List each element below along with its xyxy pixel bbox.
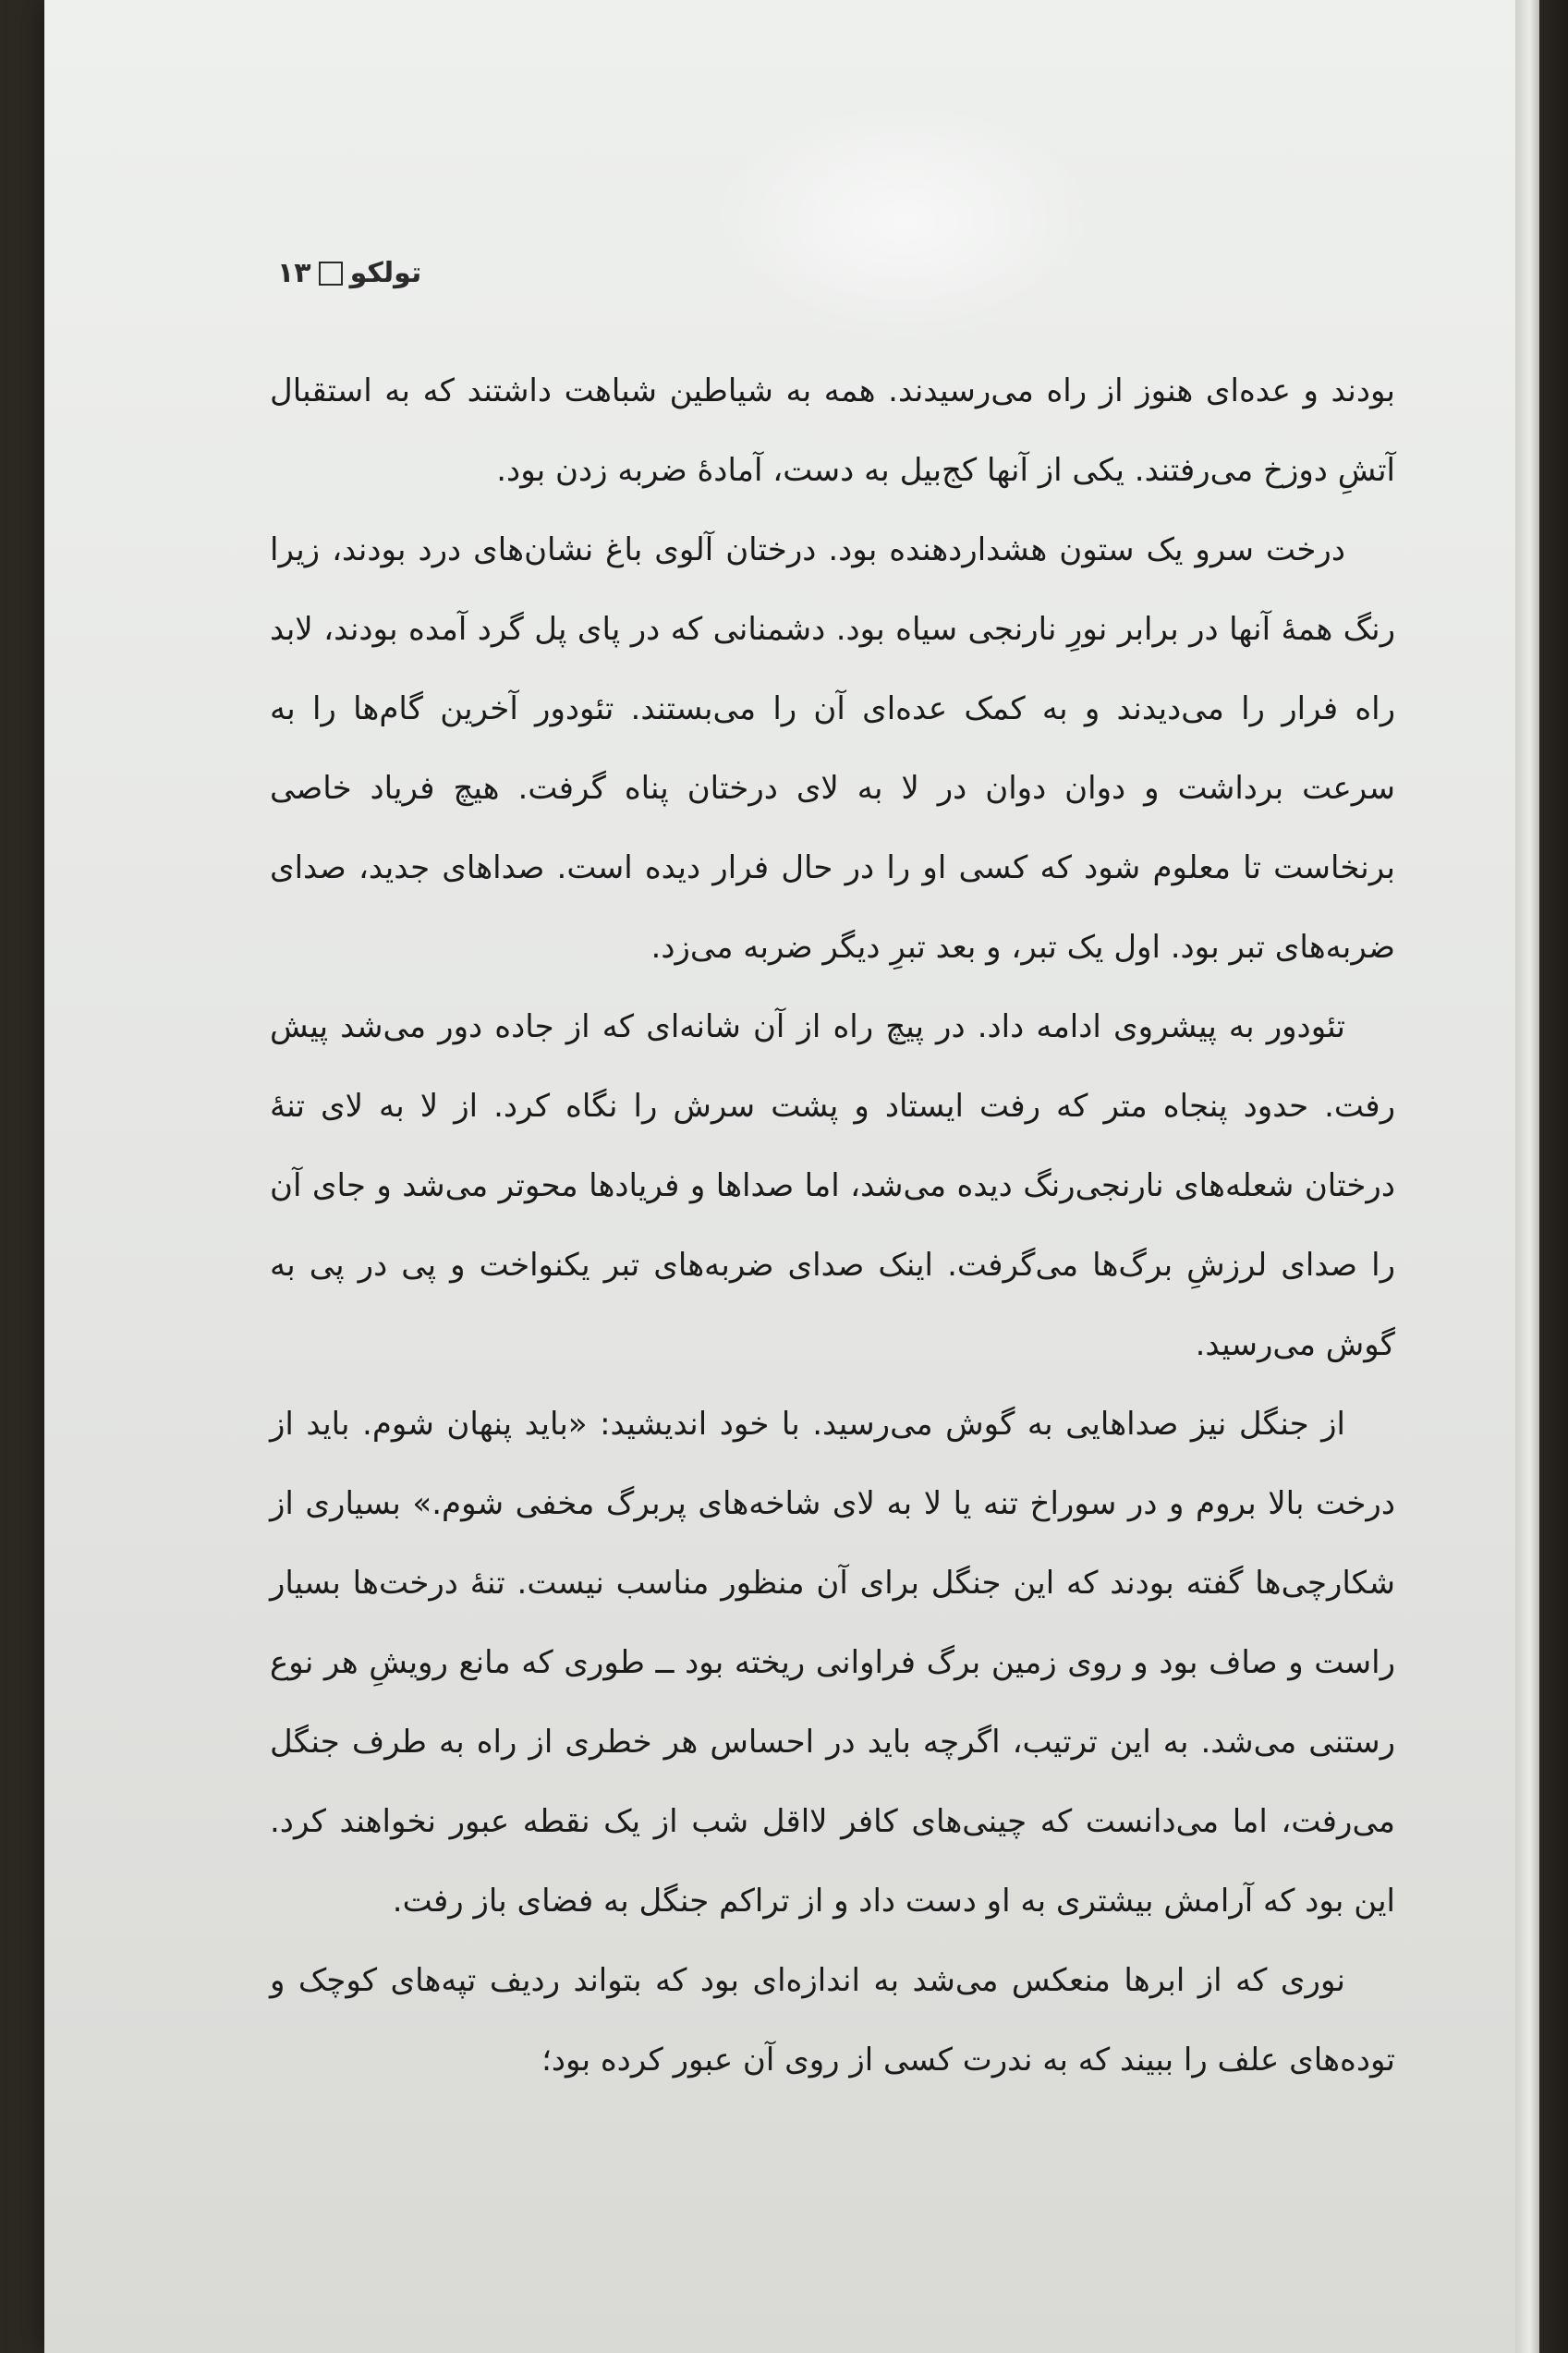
page-edge <box>1515 0 1539 2353</box>
paragraph-2: درخت سرو یک ستون هشداردهنده بود. درختان آلوی باغ نشان‌های درد بودند، زیرا رنگ همهٔ آنها در برابر نورِ نارنجی سیاه بود. دشمنانی که در پای پل گرد آمده بودند، لابد راه فرار را می‌دیدند و به کمک عده‌ای آن را می‌بستند. تئودور آخرین گام‌ها را به سرعت برداشت و دوان دوان در لا به لای درختان پناه گرفت. هیچ فریاد خاصی برنخاست تا معلوم شود که کسی او را در حال فرار دیده است. صداهای جدید، صدای ضربه‌های تبر بود. اول یک تبر، و بعد تبرِ دیگر ضربه می‌زد. <box>270 531 1395 966</box>
paragraph-5: نوری که از ابرها منعکس می‌شد به اندازه‌ای بود که بتواند ردیف تپه‌های کوچک و توده‌های علف را ببیند که به ندرت کسی از روی آن عبور کرده بود؛ <box>270 1962 1395 2079</box>
page-number: ۱۳ <box>277 257 311 289</box>
paragraph-4: از جنگل نیز صداهایی به گوش می‌رسید. با خود اندیشید: «باید پنهان شوم. باید از درخت بالا بروم و در سوراخ تنه یا لا به لای شاخه‌های پربرگ مخفی شوم.» بسیاری از شکارچی‌ها گفته بودند که این جنگل برای آن منظور مناسب نیست. تنهٔ درخت‌ها بسیار راست و صاف بود و روی زمین برگ فراوانی ریخته بود ــ طوری که مانع رویشِ هر نوع رستنی می‌شد. به این ترتیب، اگرچه باید در احساس هر خطری از راه به طرف جنگل می‌رفت، اما می‌دانست که چینی‌های کافر لااقل شب از یک نقطه عبور نخواهند کرد. این بود که آرامش بیشتری به او دست داد و از تراکم جنگل به فضای باز رفت. <box>270 1406 1395 1920</box>
header-separator-box <box>319 262 343 286</box>
paragraph-3: تئودور به پیشروی ادامه داد. در پیچ راه از آن شانه‌ای که از جاده دور می‌شد پیش رفت. حدود پنجاه متر که رفت ایستاد و پشت سرش را نگاه کرد. از لا به لای تنهٔ درختان شعله‌های نارنجی‌رنگ دیده می‌شد، اما صداها و فریادها محوتر می‌شد و جای آن را صدای لرزشِ برگ‌ها می‌گرفت. اینک صدای ضربه‌های تبر یکنواخت و پی در پی به گوش می‌رسید. <box>270 1008 1395 1363</box>
paragraph-1: بودند و عده‌ای هنوز از راه می‌رسیدند. همه به شیاطین شباهت داشتند که به استقبال آتشِ دوزخ می‌رفتند. یکی از آنها کج‌بیل به دست، آمادهٔ ضربه زدن بود. <box>270 372 1395 489</box>
book-spine-shadow <box>1539 0 1568 2353</box>
body-text <box>270 351 1395 2100</box>
header-title: تولکو <box>349 257 422 289</box>
running-header <box>277 257 421 289</box>
page-smudge <box>710 102 1098 342</box>
